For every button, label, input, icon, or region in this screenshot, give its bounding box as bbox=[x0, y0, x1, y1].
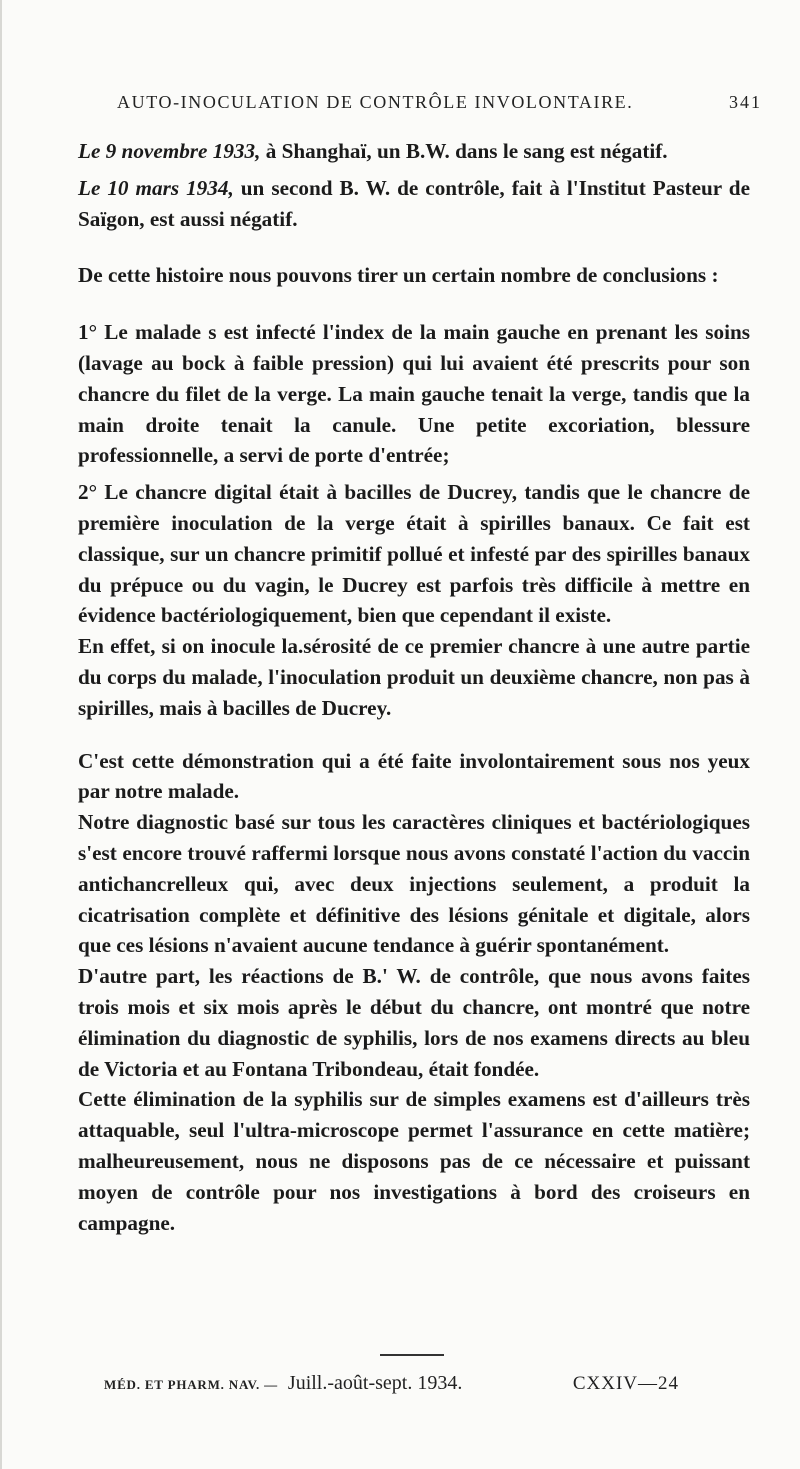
running-head bbox=[117, 92, 762, 113]
page-number: 341 bbox=[729, 92, 762, 112]
footer-citation bbox=[104, 1372, 462, 1395]
paragraph-elimination: Cette élimination de la syphilis sur de simples examens est d'ailleurs très attaquable, seul l'ultra-microscope permet l'assurance en cette matière; malheureusement, nous ne disposons pas de ce nécessaire et puissant moyen de contrôle pour nos investigations à bord des croiseurs en campagne. bbox=[78, 1087, 750, 1235]
page-edge bbox=[0, 0, 2, 1469]
paragraph-saigon bbox=[78, 173, 750, 235]
paragraph-text: un second B. W. de contrôle, fait à l'Institut Pasteur de Saïgon, est aussi négatif. bbox=[78, 175, 750, 231]
paragraph-diagnostic: Notre diagnostic basé sur tous les caractères cliniques et bactériologiques s'est encore trouvé raffermi lorsque nous avons constaté l'action du vaccin antichancrelleux qui, avec deux injections seulement, a produit la cicatrisation complète et définitive des lésions génitale et digitale, alors que ces lésions n'avaient aucune tendance à guérir spontanément. bbox=[78, 810, 750, 958]
paragraph-point-2: 2° Le chancre digital était à bacilles de Ducrey, tandis que le chancre de première inoculation de la verge était à spirilles banaux. Ce fait est classique, sur un chancre primitif pollué et infesté par des spirilles banaux du prépuce ou du vagin, le Ducrey est parfois très difficile à mettre en évidence bactériologiquement, bien que cependant il existe. bbox=[78, 480, 750, 628]
paragraph-demonstration: C'est cette démonstration qui a été faite involontairement sous nos yeux par notre malade. bbox=[78, 748, 750, 804]
paragraph-conclusions-intro: De cette histoire nous pouvons tirer un certain nombre de conclusions : bbox=[78, 263, 719, 288]
paragraph-point-1: 1° Le malade s est infecté l'index de la main gauche en prenant les soins (lavage au bock à faible pression) qui lui avaient été prescrits pour son chancre du filet de la verge. La main gauche tenait la verge, tandis que la main droite tenait la canule. Une petite excoriation, blessure professionnelle, a servi de porte d'entrée; bbox=[78, 320, 750, 468]
page-footer bbox=[104, 1372, 679, 1395]
running-head-title: AUTO-INOCULATION DE CONTRÔLE INVOLONTAIRE. bbox=[117, 92, 634, 112]
paragraph-shanghai bbox=[78, 136, 750, 167]
paragraph-en-effet: En effet, si on inocule la.sérosité de ce premier chancre à une autre partie du corps du malade, l'inoculation produit un deuxième chancre, non pas à spirilles, mais à bacilles de Ducrey. bbox=[78, 634, 750, 720]
footer-dates: Juill.-août-sept. 1934. bbox=[287, 1372, 463, 1394]
footer-rule bbox=[380, 1354, 444, 1356]
date-2: Le 10 mars 1934, bbox=[78, 175, 234, 200]
paragraph-reactions: D'autre part, les réactions de B.' W. de contrôle, que nous avons faites trois mois et six mois après le début du chancre, ont montré que notre élimination du diagnostic de syphilis, lors de nos examens directs au bleu de Victoria et au Fontana Tribondeau, était fondée. bbox=[78, 964, 750, 1081]
date-1: Le 9 novembre 1933, bbox=[78, 139, 261, 163]
footer-journal: MÉD. ET PHARM. NAV. — bbox=[104, 1377, 278, 1392]
body-text bbox=[78, 136, 750, 1238]
footer-signature: CXXIV—24 bbox=[572, 1373, 679, 1394]
paragraph-text: à Shanghaï, un B.W. dans le sang est négatif. bbox=[260, 139, 668, 163]
